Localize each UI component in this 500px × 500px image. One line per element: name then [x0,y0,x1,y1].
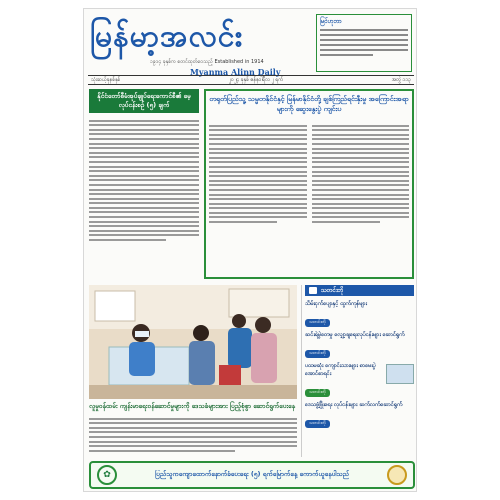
dateline-right: အတွဲ ၁၁၃ [391,76,411,83]
news-item-tag[interactable]: သတင်းတို [305,350,330,358]
clinic-scene-image [89,285,297,399]
dateline-center: ၂၀၂၄ ခုနှစ် ဇန်နဝါရီလ ၂ ရက် [228,76,284,83]
masthead-title: မြန်မာ့အလင်း [90,19,244,54]
news-item-headline: ပထမဆုံး ကျောင်းသားများ စာမေးပွဲ အောင်စာရင်း [305,363,376,377]
masthead [90,15,312,77]
dateline-left: သုံးဆယ့်ခုနစ်နှစ် [91,76,121,83]
news-item[interactable] [305,362,414,397]
english-name: Myanma Alinn Daily [190,67,281,77]
lotus-logo-icon: ✿ [97,465,117,485]
masthead-quote-box [316,14,412,72]
photo-story[interactable] [89,402,297,454]
news-item-tag[interactable]: သတင်းတို [305,389,330,397]
news-item-headline: ဆင်းရဲမွဲတေမှု လျှော့ချရေးလုပ်ငန်းများ ဆောင်ရွက် [305,332,405,338]
lead-left-body [89,113,199,241]
news-column-label: သတင်းတို [321,287,344,294]
lead-left-article[interactable] [89,89,199,279]
newspaper-icon [309,287,317,294]
news-item-tag[interactable]: သတင်းတို [305,319,330,327]
news-photo[interactable] [89,285,297,399]
established-line: ၁၉၁၄ ခုနှစ်က စတင်ထုတ်ဝေသည့် Established in 1914 [150,59,264,65]
lead-right-body [209,118,409,226]
news-item-headline: သိမ်းငှက်ပျောနှင့် ထွက်ကုန်များ [305,301,367,307]
news-item-thumbnail [386,364,414,384]
news-item-headline: ဒေသဖွံ့ဖြိုးရေး လုပ်ငန်းများ ဆက်လက်ဆောင်ရွက် [305,402,403,408]
seal-icon [387,465,407,485]
news-item[interactable] [305,331,414,358]
lead-right-article[interactable] [204,89,414,279]
photo-story-body [89,411,297,452]
footer-banner[interactable] [89,461,415,489]
lead-left-headline: နိုင်ငံတော်စီမံအုပ်ချုပ်ရေးကောင်စီ၏ မေ့လုပ်ငန်းစဉ် (၅) ချက် [89,89,199,113]
news-column [301,285,414,457]
news-item[interactable] [305,300,414,327]
lead-right-headline: တရုတ်ပြည်သူ့ သမ္မတနိုင်ငံနှင့် မြန်မာနိုင်ငံတို့ ချစ်ကြည်ရင်းနှီးမှု အကြောင်းအရာများကို ဆွေးနွေးပွဲ ကျင်းပ [209,95,409,113]
footer-banner-text: ပြည်သူကကျောထောက်နောက်ခံပေးရေး (၅) ရက်မြောက်နေ့ ကောက်ယူနေပါသည် [155,470,349,478]
news-item[interactable] [305,401,414,428]
dateline [88,75,414,85]
newspaper-page [83,8,417,492]
photo-story-headline: လူမှုဝန်ထမ်း ကျန်းမာရေးဝန်ဆောင်မှုများကို ဒေသခံများအား ပြည့်စုံစွာ ဆောင်ရွက်ပေးနေ [89,402,295,410]
news-column-bar [305,285,414,296]
quote-box-heading: မြင်ဟုဘာ [320,18,342,25]
news-item-tag[interactable]: သတင်းတို [305,420,330,428]
